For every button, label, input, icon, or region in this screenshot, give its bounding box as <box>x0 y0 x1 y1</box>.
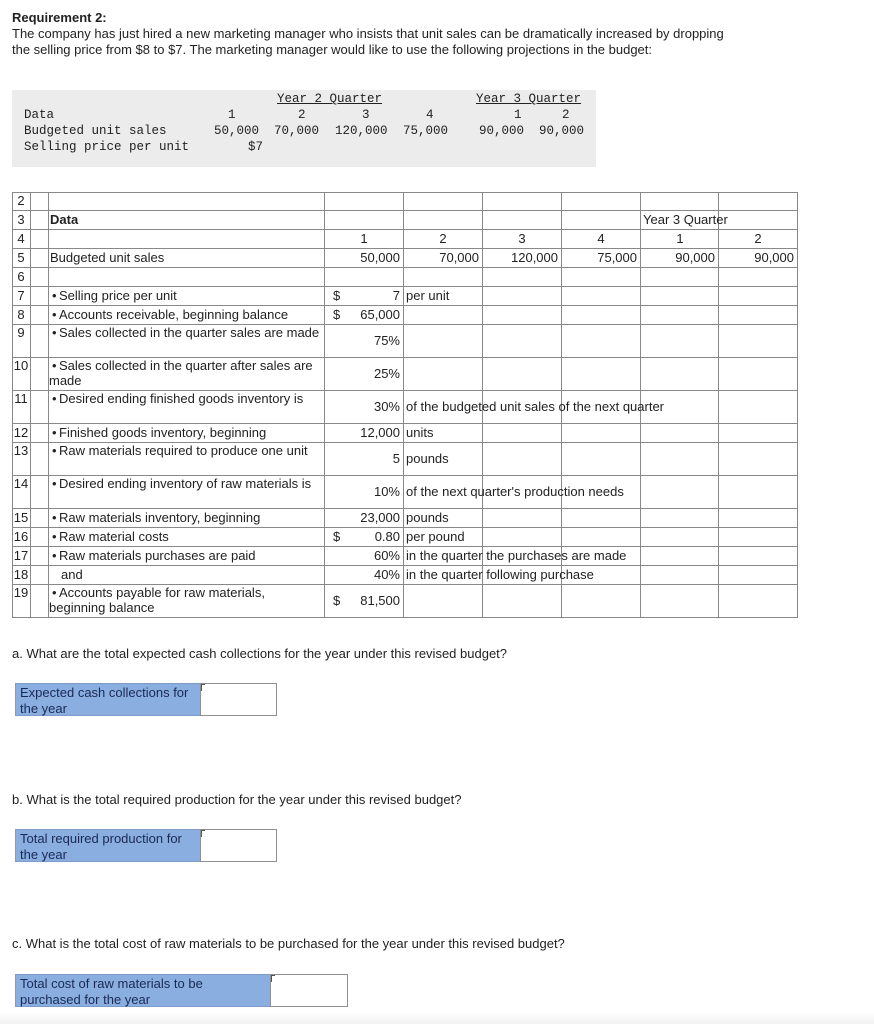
answer-c-label: Total cost of raw materials to be purchased for the year <box>15 974 271 1007</box>
row-number: 12 <box>13 425 29 440</box>
ar-value: 65,000 <box>360 307 400 322</box>
rm-begin-label: Raw materials inventory, beginning <box>59 510 261 525</box>
question-a: a. What are the total expected cash collections for the year under this revised budget? <box>12 646 508 661</box>
ar-label: Accounts receivable, beginning balance <box>59 307 289 322</box>
dollar-sign: $ <box>333 529 341 544</box>
requirement-text: The company has just hired a new marketing manager who insists that unit sales can be dramatically increased by dropping the selling price from $8 to $7. The marketing manager would like to use the following projections in the budget: <box>12 26 724 57</box>
unit-sales-value: 75,000 <box>597 250 637 265</box>
proj-q-3: 3 <box>362 108 370 122</box>
proj-sales-1: 50,000 <box>214 124 260 138</box>
proj-q-1: 1 <box>228 108 236 122</box>
sales-after-value: 25% <box>373 366 400 381</box>
row-number: 7 <box>17 288 25 303</box>
question-b: b. What is the total required production for the year under this revised budget? <box>12 792 462 807</box>
rm-and-value: 40% <box>373 567 400 582</box>
row-number: 8 <box>17 307 25 322</box>
proj-sales-2: 70,000 <box>274 124 320 138</box>
rm-begin-unit: pounds <box>406 510 449 525</box>
year3-quarter-header: Year 3 Quarter <box>476 92 582 106</box>
sheet-data-label: Data <box>50 212 79 227</box>
bullet: • <box>52 476 57 491</box>
rm-paid-value: 60% <box>373 548 400 563</box>
proj-y3-sales-1: 90,000 <box>479 124 525 138</box>
row-number: 19 <box>13 585 29 600</box>
fg-begin-value: 12,000 <box>360 425 400 440</box>
fg-desired-label: Desired ending finished goods inventory is <box>59 391 304 406</box>
answer-c-input[interactable] <box>270 974 348 1007</box>
unit-sales-value: 120,000 <box>511 250 558 265</box>
proj-y3-q-1: 1 <box>514 108 522 122</box>
unit-sales-label: Budgeted unit sales <box>50 250 165 265</box>
sales-after-label: Sales collected in the quarter after sales are made <box>49 358 313 388</box>
bullet: • <box>52 529 57 544</box>
price-value: 7 <box>392 288 400 303</box>
rm-desired-note: of the next quarter's production needs <box>406 484 624 499</box>
dollar-sign: $ <box>333 593 341 608</box>
bullet: • <box>52 510 57 525</box>
rm-required-value: 5 <box>392 451 400 466</box>
unit-sales-value: 50,000 <box>360 250 400 265</box>
proj-sales-4: 75,000 <box>403 124 449 138</box>
answer-b-input[interactable] <box>200 829 277 862</box>
quarter-header: 1 <box>676 231 684 246</box>
dollar-sign: $ <box>333 288 341 303</box>
quarter-header: 3 <box>518 231 526 246</box>
spreadsheet <box>12 192 798 618</box>
bullet: • <box>52 585 57 600</box>
projection-price: $7 <box>248 140 264 154</box>
proj-y3-sales-2: 90,000 <box>539 124 585 138</box>
bullet: • <box>52 443 57 458</box>
answer-b-label: Total required production for the year <box>15 829 201 862</box>
question-c: c. What is the total cost of raw materials to be purchased for the year under this revised budget? <box>12 936 565 951</box>
answer-a-label: Expected cash collections for the year <box>15 683 201 716</box>
row-number: 18 <box>13 567 29 582</box>
quarter-header: 2 <box>439 231 447 246</box>
requirement-intro <box>12 10 732 58</box>
rm-desired-label: Desired ending inventory of raw materials is <box>59 476 312 491</box>
sales-same-label: Sales collected in the quarter sales are made <box>59 325 320 340</box>
quarter-header: 4 <box>597 231 605 246</box>
rm-and-note: in the quarter following purchase <box>406 567 594 582</box>
input-marker-icon <box>201 684 205 691</box>
bullet: • <box>52 391 57 406</box>
quarter-header: 1 <box>360 231 368 246</box>
rm-desired-value: 10% <box>373 484 400 499</box>
quarter-header: 2 <box>754 231 762 246</box>
projection-unit-sales-label: Budgeted unit sales <box>24 124 167 138</box>
row-number: 9 <box>17 325 25 340</box>
projection-table <box>12 90 596 167</box>
row-number: 2 <box>17 193 25 208</box>
unit-sales-value: 70,000 <box>439 250 479 265</box>
row-number: 15 <box>13 510 29 525</box>
row-number: 14 <box>13 476 29 491</box>
bullet: • <box>52 425 57 440</box>
answer-a-input[interactable] <box>200 683 277 716</box>
ap-label: Accounts payable for raw materials, beginning balance <box>49 585 265 615</box>
year3-quarter-label: Year 3 Quarter <box>643 212 728 227</box>
input-marker-icon <box>271 975 275 982</box>
sales-same-value: 75% <box>373 333 400 348</box>
rm-cost-unit: per pound <box>406 529 465 544</box>
proj-y3-q-2: 2 <box>562 108 570 122</box>
bullet: • <box>52 288 57 303</box>
rm-cost-value: 0.80 <box>374 529 400 544</box>
proj-q-2: 2 <box>298 108 306 122</box>
projection-price-label: Selling price per unit <box>24 140 190 154</box>
row-number: 10 <box>13 358 29 373</box>
fg-begin-unit: units <box>406 425 434 440</box>
row-number: 17 <box>13 548 29 563</box>
fg-desired-value: 30% <box>373 399 400 414</box>
proj-sales-3: 120,000 <box>335 124 388 138</box>
ap-value: 81,500 <box>360 593 400 608</box>
row-number: 6 <box>17 269 25 284</box>
rm-and-label: and <box>61 567 83 582</box>
row-number: 13 <box>13 443 29 458</box>
bullet: • <box>52 307 57 322</box>
bullet: • <box>52 548 57 563</box>
rm-begin-value: 23,000 <box>360 510 400 525</box>
rm-paid-note: in the quarter the purchases are made <box>406 548 627 563</box>
row-number: 11 <box>14 391 28 406</box>
requirement-title: Requirement 2: <box>12 10 107 25</box>
row-number: 4 <box>17 231 25 246</box>
rm-required-label: Raw materials required to produce one unit <box>59 443 308 458</box>
row-number: 5 <box>17 250 25 265</box>
rm-required-unit: pounds <box>406 451 449 466</box>
dollar-sign: $ <box>333 307 341 322</box>
bullet: • <box>52 325 57 340</box>
price-label: Selling price per unit <box>59 288 177 303</box>
fg-begin-label: Finished goods inventory, beginning <box>59 425 267 440</box>
unit-sales-value: 90,000 <box>754 250 794 265</box>
price-unit: per unit <box>406 288 450 303</box>
row-number: 16 <box>13 529 29 544</box>
input-marker-icon <box>201 830 205 837</box>
rm-paid-label: Raw materials purchases are paid <box>59 548 256 563</box>
row-number: 3 <box>17 212 25 227</box>
unit-sales-value: 90,000 <box>675 250 715 265</box>
rm-cost-label: Raw material costs <box>59 529 169 544</box>
bullet: • <box>52 358 57 373</box>
projection-data-label: Data <box>24 108 55 122</box>
fg-desired-note: of the budgeted unit sales of the next quarter <box>406 399 665 414</box>
year2-quarter-header: Year 2 Quarter <box>277 92 383 106</box>
proj-q-4: 4 <box>426 108 434 122</box>
page-bottom-fade <box>0 1012 874 1024</box>
